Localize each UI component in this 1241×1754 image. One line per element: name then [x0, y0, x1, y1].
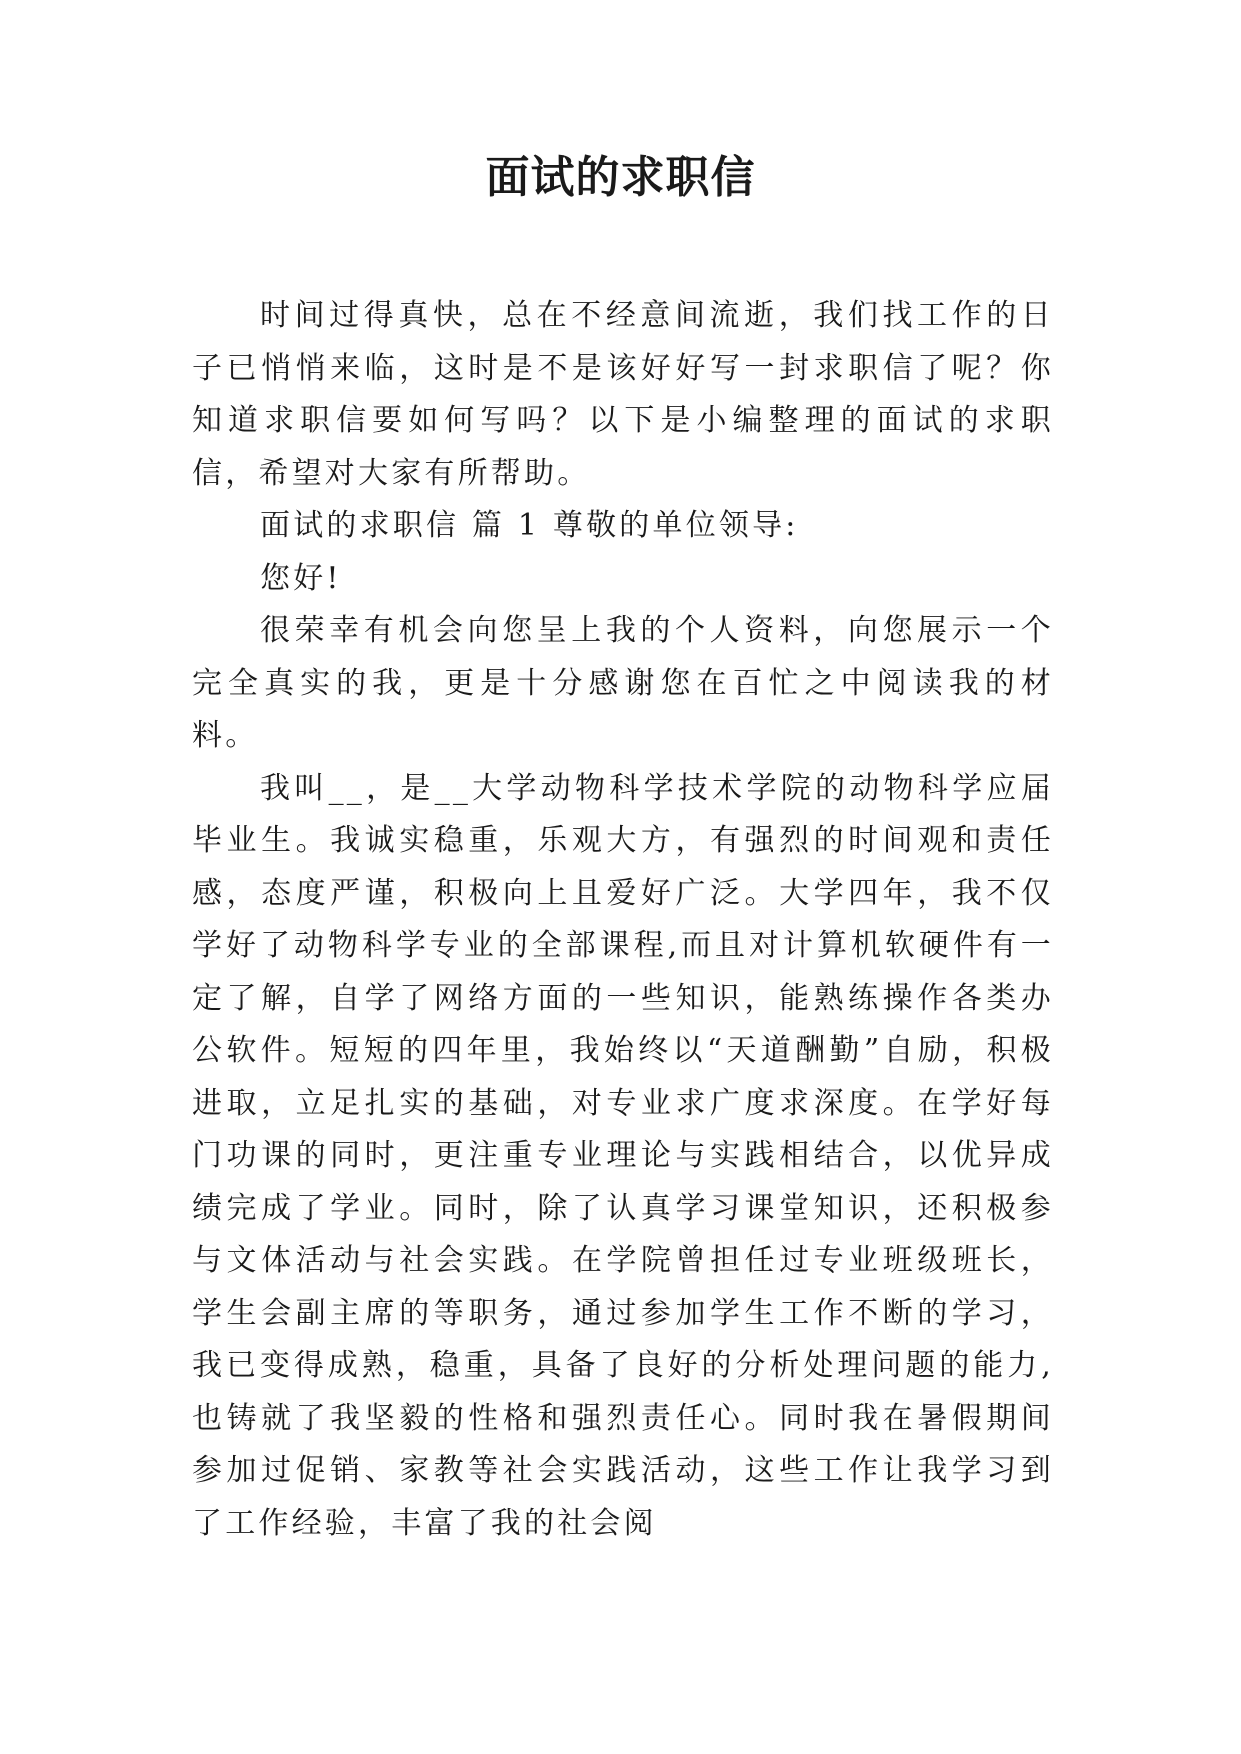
paragraph-thanks: 很荣幸有机会向您呈上我的个人资料，向您展示一个完全真实的我，更是十分感谢您在百忙之中阅读我的材料。	[192, 613, 1054, 753]
paragraph-intro: 时间过得真快，总在不经意间流逝，我们找工作的日子已悄悄来临，这时是不是该好好写一封求职信了呢？你知道求职信要如何写吗？以下是小编整理的面试的求职信，希望对大家有所帮助。	[192, 298, 1054, 491]
paragraph-greeting: 您好!	[260, 560, 342, 596]
paragraph-self-introduction: 我叫__，是__大学动物科学技术学院的动物科学应届毕业生。我诚实稳重，乐观大方，有强烈的时间观和责任感，态度严谨，积极向上且爱好广泛。大学四年，我不仅学好了动物科学专业的全部课程,而且对计算机软硬件有一定了解，自学了网络方面的一些知识，能熟练操作各类办公软件。短短的四年里，我始终以“天道酬勤”自励，积极进取，立足扎实的基础，对专业求广度求深度。在学好每门功课的同时，更注重专业理论与实践相结合，以优异成绩完成了学业。同时，除了认真学习课堂知识，还积极参与文体活动与社会实践。在学院曾担任过专业班级班长，学生会副主席的等职务，通过参加学生工作不断的学习，我已变得成熟，稳重，具备了良好的分析处理问题的能力,也铸就了我坚毅的性格和强烈责任心。同时我在暑假期间参加过促销、家教等社会实践活动，这些工作让我学习到了工作经验，丰富了我的社会阅	[192, 770, 1054, 1541]
document-title: 面试的求职信	[485, 152, 756, 203]
document-body	[192, 290, 1054, 1550]
paragraph-heading-salutation: 面试的求职信 篇 1 尊敬的单位领导:	[260, 508, 799, 543]
